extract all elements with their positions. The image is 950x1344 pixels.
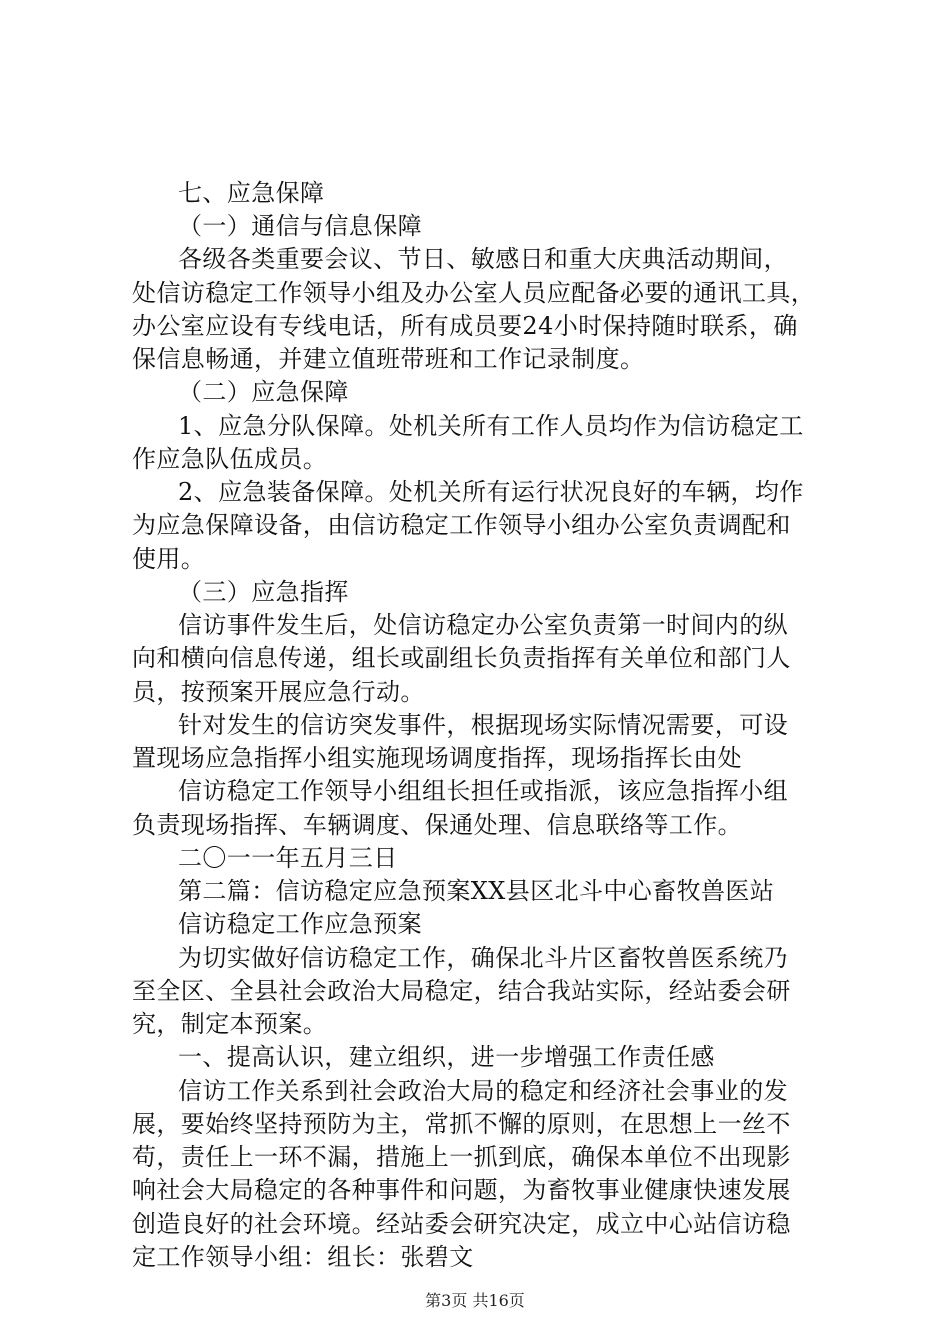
paragraph-line: 定工作领导小组：组长：张碧文 bbox=[132, 1243, 474, 1271]
subsection-heading: （一）通信与信息保障 bbox=[178, 212, 422, 240]
document-title: 信访稳定工作应急预案 bbox=[178, 910, 422, 938]
paragraph-line: 各级各类重要会议、节日、敏感日和重大庆典活动期间， bbox=[178, 245, 788, 273]
paragraph-line: 信访稳定工作领导小组组长担任或指派，该应急指挥小组 bbox=[178, 777, 788, 805]
date-line: 二〇一一年五月三日 bbox=[178, 844, 398, 872]
paragraph-line: 办公室应设有专线电话，所有成员要24小时保持随时联系，确 bbox=[132, 312, 798, 340]
paragraph-line: 员，按预案开展应急行动。 bbox=[132, 678, 425, 706]
paragraph-line: 为应急保障设备，由信访稳定工作领导小组办公室负责调配和 bbox=[132, 511, 791, 539]
paragraph-line: 响社会大局稳定的各种事件和问题，为畜牧事业健康快速发展 bbox=[132, 1176, 791, 1204]
paragraph-line: 究，制定本预案。 bbox=[132, 1010, 328, 1038]
paragraph-line: 苟，责任上一环不漏，措施上一抓到底，确保本单位不出现影 bbox=[132, 1143, 791, 1171]
page-footer: 第3页 共16页 bbox=[425, 1291, 525, 1310]
paragraph-line: 置现场应急指挥小组实施现场调度指挥，现场指挥长由处 bbox=[132, 744, 742, 772]
paragraph-line: 信访工作关系到社会政治大局的稳定和经济社会事业的发 bbox=[178, 1077, 788, 1105]
paragraph-line: 1、应急分队保障。处机关所有工作人员均作为信访稳定工 bbox=[178, 412, 804, 440]
paragraph-line: 使用。 bbox=[132, 545, 206, 573]
paragraph-line: 为切实做好信访稳定工作，确保北斗片区畜牧兽医系统乃 bbox=[178, 944, 788, 972]
subsection-heading: （三）应急指挥 bbox=[178, 578, 349, 606]
paragraph-line: 2、应急装备保障。处机关所有运行状况良好的车辆，均作 bbox=[178, 478, 804, 506]
paragraph-line: 至全区、全县社会政治大局稳定，结合我站实际，经站委会研 bbox=[132, 977, 791, 1005]
paragraph-line: 作应急队伍成员。 bbox=[132, 445, 328, 473]
chapter-title: 第二篇：信访稳定应急预案XX县区北斗中心畜牧兽医站 bbox=[178, 877, 775, 905]
paragraph-line: 展，要始终坚持预防为主，常抓不懈的原则，在思想上一丝不 bbox=[132, 1110, 791, 1138]
paragraph-line: 针对发生的信访突发事件，根据现场实际情况需要，可设 bbox=[178, 711, 788, 739]
subsection-heading: （二）应急保障 bbox=[178, 378, 349, 406]
paragraph-line: 向和横向信息传递，组长或副组长负责指挥有关单位和部门人 bbox=[132, 644, 791, 672]
section-heading: 七、应急保障 bbox=[178, 179, 325, 207]
paragraph-line: 信访事件发生后，处信访稳定办公室负责第一时间内的纵 bbox=[178, 611, 788, 639]
section-heading: 一、提高认识，建立组织，进一步增强工作责任感 bbox=[178, 1043, 715, 1071]
paragraph-line: 创造良好的社会环境。经站委会研究决定，成立中心站信访稳 bbox=[132, 1210, 791, 1238]
paragraph-line: 处信访稳定工作领导小组及办公室人员应配备必要的通讯工具， bbox=[132, 279, 816, 307]
paragraph-line: 保信息畅通，并建立值班带班和工作记录制度。 bbox=[132, 345, 645, 373]
paragraph-line: 负责现场指挥、车辆调度、保通处理、信息联络等工作。 bbox=[132, 811, 742, 839]
